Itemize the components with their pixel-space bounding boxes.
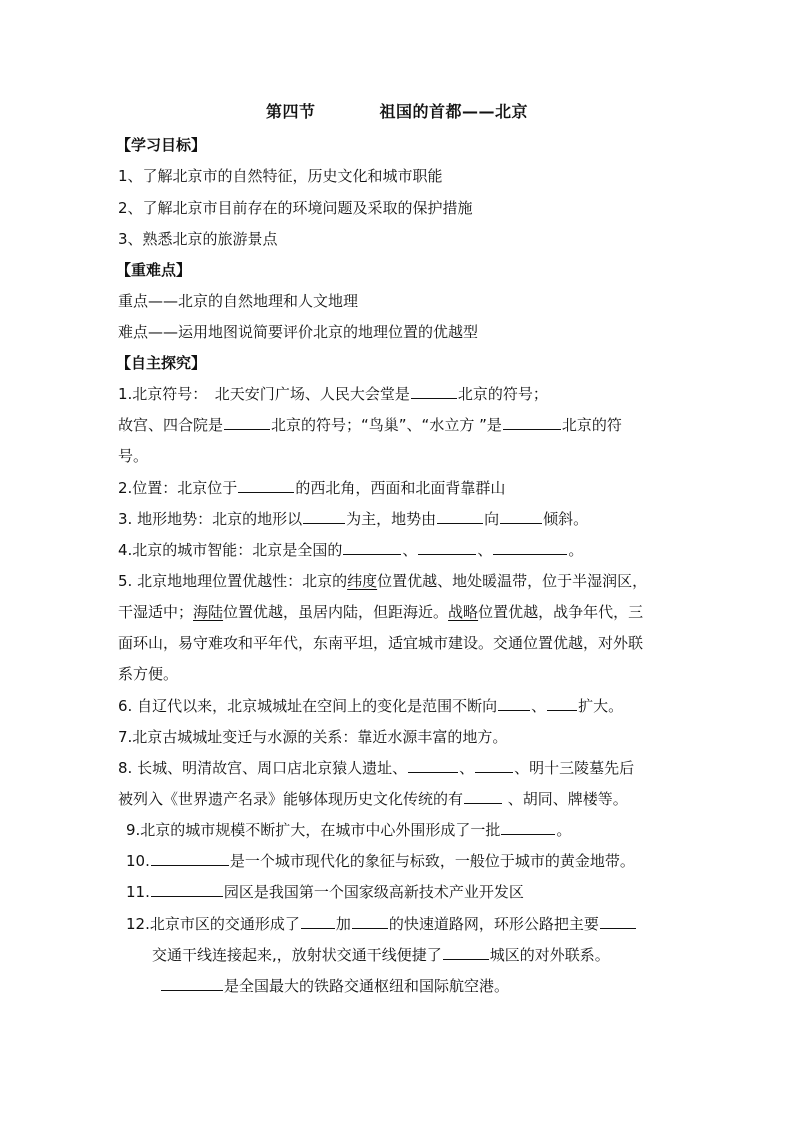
answer-blank[interactable] xyxy=(437,508,483,524)
objective-1: 1、了解北京市的自然特征，历史文化和城市职能 xyxy=(118,167,443,185)
answer-blank[interactable] xyxy=(352,913,388,929)
question-5-line-1: 5. 北京地地理位置优越性：北京的纬度位置优越、地处暖温带，位于半湿润区， xyxy=(118,572,648,590)
question-6: 6. 自辽代以来，北京城城址在空间上的变化是范围不断向 、 扩大。 xyxy=(118,697,624,715)
answer-blank[interactable] xyxy=(418,539,476,555)
answer-blank[interactable] xyxy=(343,539,401,555)
question-5-line-3: 面环山，易守难攻和平年代，东南平坦，适宜城市建设。交通位置优越，对外联 xyxy=(118,634,644,652)
question-8-line-2: 被列入《世界遗产名录》能够体现历史文化传统的有 、胡同、牌楼等。 xyxy=(118,790,628,808)
question-13: 是全国最大的铁路交通枢纽和国际航空港。 xyxy=(160,974,509,998)
question-1-line-3: 号。 xyxy=(118,447,149,465)
answer-blank[interactable] xyxy=(547,695,577,711)
question-1-line-1: 1.北京符号： 北天安门广场、人民大会堂是 北京的符号； xyxy=(118,385,548,403)
answer-blank[interactable] xyxy=(475,757,513,773)
answer-blank[interactable] xyxy=(493,539,567,555)
answer-blank[interactable] xyxy=(498,695,530,711)
section-title: 祖国的首都——北京 xyxy=(379,102,529,121)
objective-3: 3、熟悉北京的旅游景点 xyxy=(118,230,278,248)
question-10: 10. 是一个城市现代化的象征与标致，一般位于城市的黄金地带。 xyxy=(126,852,635,870)
question-2: 2.位置：北京位于 的西北角，西面和北面背靠群山 xyxy=(118,479,506,497)
answer-blank[interactable] xyxy=(238,477,294,493)
heading-objectives: 【学习目标】 xyxy=(116,136,207,154)
answer-blank[interactable] xyxy=(301,913,335,929)
question-5-line-4: 系方便。 xyxy=(118,665,179,683)
heading-keypoints: 【重难点】 xyxy=(116,261,192,279)
question-12-line-1: 12.北京市区的交通形成了 加 的快速道路网，环形公路把主要 xyxy=(126,912,637,936)
answer-blank[interactable] xyxy=(151,881,223,897)
answer-blank[interactable] xyxy=(408,757,458,773)
question-11: 11. 园区是我国第一个国家级高新技术产业开发区 xyxy=(126,883,524,901)
answer-blank[interactable] xyxy=(464,788,502,804)
answer-blank[interactable] xyxy=(151,850,229,866)
question-3: 3. 地形地势：北京的地形以 为主，地势由 向 倾斜。 xyxy=(118,510,589,528)
answer-blank[interactable] xyxy=(161,975,223,991)
question-1-line-2: 故宫、四合院是 北京的符号；“鸟巢”、“水立方 ”是 北京的符 xyxy=(118,416,622,434)
answer-blank[interactable] xyxy=(224,414,270,430)
question-4: 4.北京的城市智能：北京是全国的 、 、 。 xyxy=(118,541,584,559)
question-7: 7.北京古城城址变迁与水源的关系：靠近水源丰富的地方。 xyxy=(118,728,508,746)
keypoint-1: 重点——北京的自然地理和人文地理 xyxy=(118,292,359,310)
question-5-line-2: 干湿适中；海陆位置优越，虽居内陆，但距海近。战略位置优越，战争年代，三 xyxy=(118,603,644,621)
section-number: 第四节 xyxy=(265,102,316,121)
heading-explore: 【自主探究】 xyxy=(116,354,207,372)
question-8-line-1: 8. 长城、明清故宫、周口店北京猿人遗址、 、 、明十三陵墓先后 xyxy=(118,759,635,777)
answer-blank[interactable] xyxy=(303,508,345,524)
answer-blank[interactable] xyxy=(600,913,636,929)
answer-blank[interactable] xyxy=(443,944,489,960)
answer-blank[interactable] xyxy=(500,508,542,524)
keypoint-2: 难点——运用地图说简要评价北京的地理位置的优越型 xyxy=(118,323,479,341)
question-9: 9.北京的城市规模不断扩大，在城市中心外围形成了一批 。 xyxy=(126,821,572,839)
page-title xyxy=(0,100,794,124)
answer-blank[interactable] xyxy=(501,819,555,835)
answer-blank[interactable] xyxy=(411,383,457,399)
answer-blank[interactable] xyxy=(503,414,561,430)
question-12-line-2: 交通干线连接起来,，放射状交通干线便捷了 城区的对外联系。 xyxy=(152,946,610,964)
objective-2: 2、了解北京市目前存在的环境问题及采取的保护措施 xyxy=(118,199,473,217)
